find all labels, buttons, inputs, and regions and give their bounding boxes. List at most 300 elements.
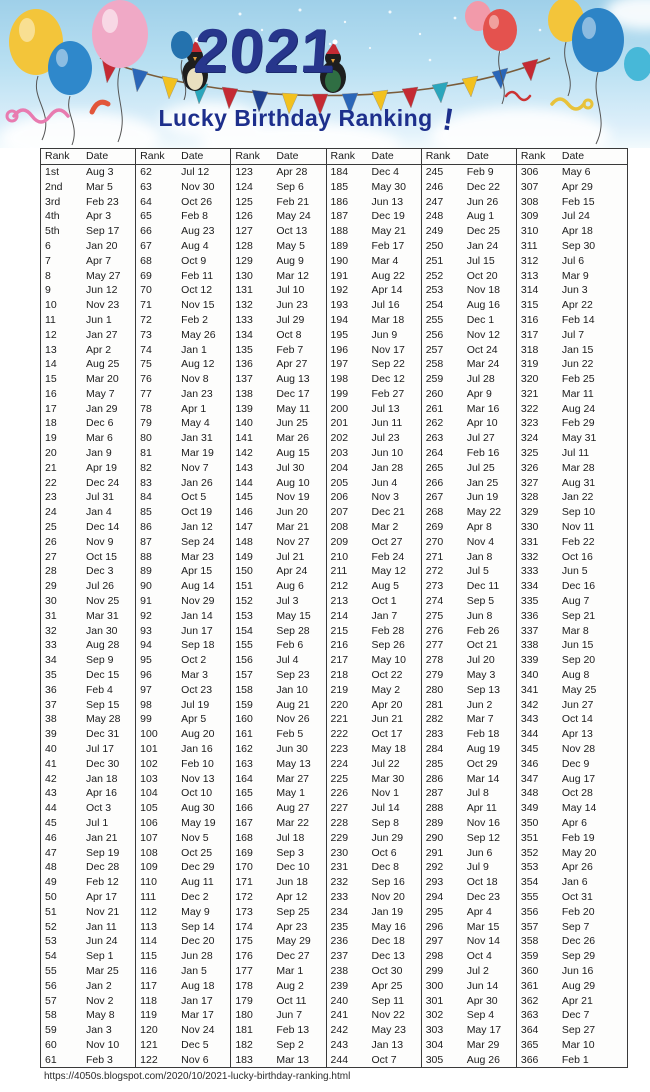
date-value: Jun 14	[466, 979, 499, 992]
date-value: Nov 14	[466, 935, 500, 948]
table-row	[41, 535, 135, 550]
date-value: Apr 1	[181, 402, 207, 415]
rank-value: 53	[45, 935, 57, 948]
date-value: Mar 27	[276, 772, 310, 785]
date-value: May 9	[181, 905, 210, 918]
rank-value: 256	[425, 328, 444, 341]
rank-value: 277	[425, 639, 444, 652]
rank-value: 114	[140, 935, 157, 948]
rank-value: 287	[425, 787, 444, 800]
date-value: Jun 5	[561, 565, 588, 578]
table-row	[231, 402, 325, 417]
date-value: May 12	[371, 565, 406, 578]
table-row	[327, 535, 421, 550]
date-value: Dec 25	[466, 225, 500, 238]
date-value: Feb 27	[371, 387, 405, 400]
column-header-row	[231, 149, 325, 165]
rank-value: 60	[45, 1038, 57, 1051]
table-row	[41, 771, 135, 786]
rank-value: 353	[520, 861, 539, 874]
table-row	[327, 342, 421, 357]
rank-value: 228	[330, 817, 349, 829]
rank-value: 333	[520, 565, 539, 578]
table-row	[422, 476, 516, 491]
date-value: Apr 5	[181, 713, 207, 726]
table-row	[136, 505, 230, 520]
table-row	[231, 535, 325, 550]
rank-value: 330	[520, 521, 539, 534]
rank-value: 202	[330, 432, 349, 445]
table-row	[231, 727, 325, 742]
date-value: May 27	[86, 269, 121, 282]
table-row	[136, 979, 230, 994]
table-row	[517, 875, 627, 890]
table-row	[327, 505, 421, 520]
rank-value: 95	[140, 654, 152, 667]
rank-value: 34	[45, 654, 57, 667]
rank-value: 253	[425, 284, 444, 297]
table-row	[422, 875, 516, 890]
rank-value: 251	[425, 254, 444, 267]
rank-value: 151	[235, 580, 253, 593]
rank-value: 116	[140, 964, 157, 977]
date-value: Jan 4	[86, 506, 112, 519]
rank-value: 188	[330, 225, 349, 238]
rank-value: 47	[45, 846, 57, 859]
date-value: May 16	[371, 920, 406, 933]
rank-value: 141	[235, 432, 253, 445]
date-value: Sep 1	[86, 950, 114, 963]
rank-value: 107	[140, 831, 158, 844]
rank-value: 61	[45, 1053, 57, 1066]
table-row	[517, 1053, 627, 1068]
table-row	[517, 801, 627, 816]
table-row	[136, 180, 230, 195]
date-value: Apr 15	[181, 565, 213, 578]
date-value: Jul 25	[466, 461, 495, 474]
table-row	[136, 757, 230, 772]
rank-value: 298	[425, 950, 444, 963]
date-value: Jan 20	[86, 239, 118, 252]
rank-value: 187	[330, 210, 349, 223]
table-row	[231, 1038, 325, 1053]
date-value: Feb 22	[561, 535, 595, 548]
table-row	[231, 771, 325, 786]
table-row	[41, 387, 135, 402]
date-value: Mar 20	[86, 373, 119, 386]
date-value: Jan 15	[561, 343, 594, 356]
rank-value: 89	[140, 565, 152, 578]
date-value: Jan 10	[276, 683, 308, 696]
table-row	[231, 180, 325, 195]
date-value: Nov 22	[371, 1009, 405, 1022]
rank-value: 70	[140, 284, 152, 297]
rank-value: 320	[520, 373, 539, 386]
date-value: Sep 6	[276, 180, 304, 193]
table-row	[136, 1053, 230, 1068]
date-value: Oct 17	[371, 728, 403, 741]
date-value: Nov 28	[561, 743, 596, 756]
table-row	[231, 446, 325, 461]
rank-value: 165	[235, 787, 253, 800]
date-header-label: Date	[181, 150, 204, 163]
date-value: Aug 27	[276, 802, 310, 815]
date-value: Aug 16	[466, 299, 500, 312]
table-row	[231, 979, 325, 994]
date-value: Oct 22	[371, 669, 403, 682]
rank-value: 231	[330, 861, 349, 874]
rank-value: 19	[45, 432, 57, 445]
date-value: Apr 8	[466, 521, 492, 534]
rank-value: 250	[425, 239, 444, 252]
date-value: Nov 1	[371, 787, 399, 800]
table-row	[327, 949, 421, 964]
rank-header-label: Rank	[140, 150, 165, 163]
rank-value: 121	[140, 1038, 158, 1051]
table-row	[517, 1008, 627, 1023]
table-row	[327, 564, 421, 579]
table-row	[517, 505, 627, 520]
table-row	[517, 919, 627, 934]
rank-value: 161	[235, 728, 253, 741]
table-row	[41, 845, 135, 860]
rank-header-label: Rank	[520, 150, 546, 163]
page-title	[0, 102, 612, 138]
table-row	[327, 372, 421, 387]
date-value: Apr 18	[561, 225, 593, 238]
date-value: Nov 25	[86, 595, 120, 608]
date-value: Jan 8	[466, 550, 493, 563]
table-row	[41, 505, 135, 520]
date-value: Oct 8	[276, 328, 302, 341]
date-value: Nov 2	[86, 994, 114, 1007]
table-row	[41, 564, 135, 579]
date-header-label: Date	[86, 150, 109, 163]
table-row	[41, 860, 135, 875]
table-row	[422, 801, 516, 816]
table-row	[231, 579, 325, 594]
date-value: Sep 19	[86, 846, 120, 859]
rank-value: 177	[235, 964, 253, 977]
date-value: Jun 27	[561, 698, 594, 711]
date-value: Sep 21	[561, 609, 596, 622]
rank-value: 105	[140, 802, 158, 815]
rank-column-group	[421, 149, 516, 1067]
rank-value: 136	[235, 358, 253, 371]
table-row	[41, 757, 135, 772]
rank-value: 170	[235, 861, 253, 874]
date-value: Jun 6	[466, 846, 493, 859]
table-row	[41, 594, 135, 609]
date-value: May 1	[276, 787, 305, 800]
table-row	[422, 919, 516, 934]
rank-value: 39	[45, 728, 57, 741]
table-row	[231, 1053, 325, 1068]
rank-header-label: Rank	[330, 150, 356, 163]
table-row	[327, 727, 421, 742]
date-value: Dec 9	[561, 757, 590, 770]
rank-value: 78	[140, 402, 152, 415]
date-value: Jun 24	[86, 935, 118, 948]
rank-value: 37	[45, 698, 57, 711]
date-value: Oct 16	[561, 550, 593, 563]
rank-value: 363	[520, 1009, 539, 1022]
date-value: Aug 9	[276, 254, 304, 267]
rank-value: 128	[235, 239, 253, 252]
table-row	[41, 979, 135, 994]
table-row	[422, 416, 516, 431]
table-row	[231, 875, 325, 890]
rank-value: 56	[45, 979, 57, 992]
rank-value: 7	[45, 254, 51, 267]
rank-value: 138	[235, 387, 253, 400]
table-row	[327, 490, 421, 505]
date-value: Jun 10	[371, 447, 404, 460]
rank-value: 32	[45, 624, 57, 637]
rank-value: 292	[425, 861, 444, 874]
date-value: Jun 8	[466, 609, 493, 622]
table-row	[231, 919, 325, 934]
date-value: Jan 18	[86, 772, 118, 785]
date-value: Sep 20	[561, 654, 596, 667]
rank-value: 111	[140, 890, 157, 903]
table-row	[136, 476, 230, 491]
date-value: Oct 5	[181, 491, 207, 504]
date-value: Mar 29	[466, 1038, 500, 1051]
rank-value: 322	[520, 402, 539, 415]
rank-value: 205	[330, 476, 349, 489]
table-row	[422, 653, 516, 668]
rank-value: 3rd	[45, 195, 61, 208]
table-row	[517, 342, 627, 357]
table-row	[327, 328, 421, 343]
rank-value: 125	[235, 195, 253, 208]
rank-value: 11	[45, 313, 56, 326]
date-value: Sep 5	[466, 595, 495, 608]
table-row	[422, 209, 516, 224]
date-value: Jun 21	[371, 713, 404, 726]
rank-value: 226	[330, 787, 349, 800]
rank-value: 290	[425, 831, 444, 844]
date-value: Dec 3	[86, 565, 114, 578]
rank-value: 189	[330, 239, 349, 252]
rank-value: 222	[330, 728, 349, 741]
table-row	[517, 564, 627, 579]
table-row	[422, 905, 516, 920]
table-row	[136, 431, 230, 446]
rank-value: 162	[235, 743, 253, 756]
table-row	[231, 520, 325, 535]
table-row	[327, 357, 421, 372]
table-row	[327, 890, 421, 905]
table-row	[231, 653, 325, 668]
table-row	[136, 254, 230, 269]
table-row	[422, 550, 516, 565]
date-value: Apr 12	[276, 890, 308, 903]
date-value: Sep 9	[86, 654, 114, 667]
rank-value: 318	[520, 343, 539, 356]
rank-value: 235	[330, 920, 349, 933]
table-row	[327, 934, 421, 949]
table-row	[231, 831, 325, 846]
rank-value: 49	[45, 876, 57, 889]
table-row	[517, 283, 627, 298]
date-value: Jul 18	[276, 831, 305, 844]
rank-value: 85	[140, 506, 152, 519]
table-row	[41, 165, 135, 180]
table-row	[136, 268, 230, 283]
rank-value: 221	[330, 713, 349, 726]
table-row	[517, 697, 627, 712]
date-value: Oct 7	[371, 1053, 397, 1066]
date-value: Sep 13	[466, 683, 500, 696]
rank-value: 346	[520, 757, 539, 770]
table-row	[136, 727, 230, 742]
table-row	[41, 624, 135, 639]
date-value: Aug 30	[181, 802, 215, 815]
date-value: Dec 31	[86, 728, 120, 741]
date-value: Mar 25	[86, 964, 119, 977]
date-value: Dec 14	[86, 521, 120, 534]
date-value: Jul 12	[181, 165, 210, 178]
date-value: Sep 8	[371, 817, 399, 829]
table-row	[41, 416, 135, 431]
rank-value: 327	[520, 476, 539, 489]
date-header-label: Date	[466, 150, 489, 163]
table-row	[327, 594, 421, 609]
date-value: Jun 9	[371, 328, 398, 341]
date-value: Dec 29	[181, 861, 215, 874]
table-row	[231, 431, 325, 446]
rank-value: 156	[235, 654, 253, 667]
date-value: Jul 30	[276, 461, 305, 474]
date-value: Feb 17	[371, 239, 405, 252]
table-row	[517, 757, 627, 772]
date-value: Apr 3	[86, 210, 112, 223]
rank-value: 9	[45, 284, 51, 297]
table-row	[231, 742, 325, 757]
rank-value: 259	[425, 373, 444, 386]
rank-value: 312	[520, 254, 539, 267]
date-value: Oct 13	[276, 225, 308, 238]
rank-value: 176	[235, 950, 253, 963]
date-value: Nov 11	[561, 521, 595, 534]
date-value: Dec 23	[466, 890, 500, 903]
rank-value: 359	[520, 950, 539, 963]
table-row	[517, 328, 627, 343]
rank-value: 27	[45, 550, 57, 563]
table-row	[136, 1023, 230, 1038]
table-row	[136, 609, 230, 624]
table-row	[327, 979, 421, 994]
rank-value: 132	[235, 299, 253, 312]
date-value: Dec 17	[276, 387, 310, 400]
date-header-label: Date	[561, 150, 585, 163]
rank-value: 355	[520, 890, 539, 903]
date-value: Sep 2	[276, 1038, 304, 1051]
date-value: Oct 23	[181, 683, 213, 696]
rank-value: 331	[520, 535, 539, 548]
date-value: Feb 9	[466, 165, 494, 178]
rank-value: 185	[330, 180, 349, 193]
table-row	[517, 224, 627, 239]
date-value: May 3	[466, 669, 496, 682]
rank-value: 144	[235, 476, 253, 489]
date-value: Nov 21	[86, 905, 120, 918]
rank-value: 339	[520, 654, 539, 667]
date-value: Oct 26	[181, 195, 213, 208]
table-row	[422, 742, 516, 757]
table-row	[231, 594, 325, 609]
table-row	[136, 490, 230, 505]
rank-value: 137	[235, 373, 253, 386]
rank-value: 147	[235, 521, 253, 534]
rank-value: 180	[235, 1009, 253, 1022]
rank-value: 58	[45, 1009, 57, 1022]
rank-column-group	[516, 149, 627, 1067]
table-row	[231, 550, 325, 565]
date-value: Sep 4	[466, 1009, 495, 1022]
table-row	[41, 1023, 135, 1038]
rank-value: 257	[425, 343, 444, 356]
date-value: Apr 7	[86, 254, 112, 267]
rank-value: 103	[140, 772, 158, 785]
table-row	[422, 268, 516, 283]
rank-value: 149	[235, 550, 253, 563]
table-row	[327, 461, 421, 476]
rank-value: 17	[45, 402, 57, 415]
rank-value: 212	[330, 580, 349, 593]
date-value: Sep 17	[86, 225, 120, 238]
table-row	[517, 1038, 627, 1053]
date-value: Sep 16	[371, 876, 405, 889]
table-row	[422, 357, 516, 372]
date-value: Feb 15	[561, 195, 595, 208]
date-value: Jun 20	[276, 506, 308, 519]
rank-value: 354	[520, 876, 539, 889]
table-row	[517, 416, 627, 431]
rank-value: 341	[520, 683, 539, 696]
rank-value: 31	[45, 609, 57, 622]
rank-value: 148	[235, 535, 253, 548]
date-value: Jul 17	[86, 743, 115, 756]
date-value: Oct 11	[276, 994, 307, 1007]
table-row	[136, 875, 230, 890]
rank-header-label: Rank	[425, 150, 451, 163]
date-value: Jul 7	[561, 328, 585, 341]
rank-value: 101	[140, 743, 158, 756]
table-row	[517, 372, 627, 387]
table-row	[422, 505, 516, 520]
rank-value: 129	[235, 254, 253, 267]
date-value: Sep 26	[371, 639, 405, 652]
rank-value: 43	[45, 787, 57, 800]
rank-value: 140	[235, 417, 253, 430]
rank-value: 286	[425, 772, 444, 785]
rank-value: 242	[330, 1024, 349, 1037]
date-value: Jan 5	[181, 964, 207, 977]
rank-value: 71	[140, 299, 152, 312]
date-value: Jul 2	[466, 964, 489, 977]
date-value: Jul 28	[466, 373, 495, 386]
date-value: Mar 6	[86, 432, 113, 445]
rank-value: 196	[330, 343, 349, 356]
rank-value: 357	[520, 920, 539, 933]
table-row	[231, 712, 325, 727]
rank-value: 261	[425, 402, 444, 415]
date-value: Jul 29	[276, 313, 305, 326]
table-row	[422, 683, 516, 698]
